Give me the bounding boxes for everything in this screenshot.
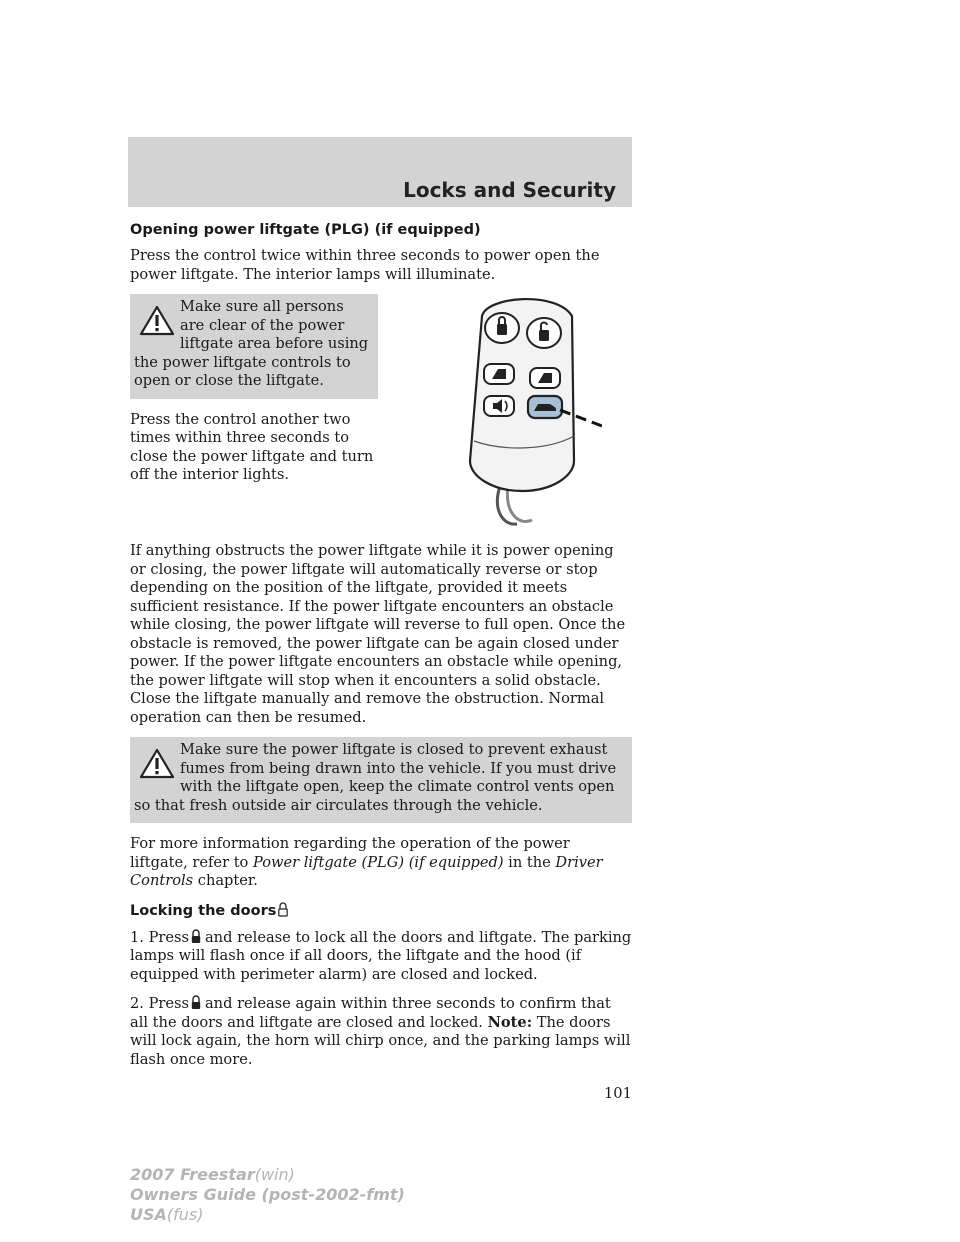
remote-key-fob-illustration [442, 286, 602, 526]
footer-code: (win) [254, 1165, 295, 1184]
footer-model: 2007 Freestar [130, 1165, 255, 1184]
text: chapter. [193, 872, 258, 889]
note-label: Note: [487, 1013, 533, 1031]
note-text: The doors will lock again, the horn will chirp once, and the parking lamps will flash once more. [130, 1013, 631, 1068]
warning-box [130, 294, 378, 399]
warning-text: Make sure all persons are clear of the power liftgate area before using the power liftgate controls to open or close the liftgate. [134, 298, 369, 389]
footer-guide: Owners Guide (post-2002-fmt) [130, 1185, 405, 1204]
footer [130, 1165, 405, 1225]
warning-box [130, 737, 632, 823]
warning-and-fob-block [130, 294, 632, 542]
step-2 [130, 994, 632, 1069]
warning-triangle-icon [138, 304, 176, 338]
text: 1. Press [130, 928, 189, 946]
footer-region: USA [130, 1205, 167, 1224]
step-1 [130, 928, 632, 985]
padlock-icon [191, 928, 201, 944]
paragraph: Press the control another two times within three seconds to close the power liftgate and turn off the interior lights. [130, 410, 374, 483]
text: and release to lock all the doors and liftgate. The parking lamps will flash once if all doors, the liftgate and the hood (if equipped with perimeter alarm) are closed and locked. [130, 928, 632, 983]
paragraph-reference [130, 835, 632, 891]
padlock-icon [278, 901, 288, 917]
footer-code: (fus) [166, 1205, 204, 1224]
text: For more information regarding the operation of the power liftgate, refer to [130, 835, 570, 871]
warning-triangle-icon [138, 747, 176, 781]
chapter-title: Locks and Security [403, 178, 616, 202]
paragraph: Press the control twice within three seconds to power open the power liftgate. The interior lamps will illuminate. [130, 247, 600, 283]
chapter-reference: Driver Controls [130, 853, 603, 889]
warning-text: Make sure the power liftgate is closed to prevent exhaust fumes from being drawn into the vehicle. If you must drive with the liftgate open, keep the climate control vents open so that fresh outside air circulates through the vehicle. [134, 741, 617, 814]
padlock-icon [191, 994, 201, 1010]
section-heading-locking [130, 901, 632, 919]
header-band [128, 137, 632, 207]
text: and release again within three seconds to confirm that all the doors and liftgate are closed and locked. [130, 995, 611, 1031]
section-heading-plg: Opening power liftgate (PLG) (if equipped) [130, 222, 481, 238]
heading-text: Locking the doors [130, 902, 277, 919]
cross-reference: Power liftgate (PLG) (if equipped) [252, 853, 504, 871]
paragraph: If anything obstructs the power liftgate while it is power opening or closing, the power liftgate will automatically reverse or stop depending on the position of the liftgate, provided it meets sufficient resistance. If the power liftgate encounters an obstacle while closing, the power liftgate will reverse to full open. Once the obstacle is removed, the power liftgate can be again closed under power. If the power liftgate encounters an obstacle while opening, the power liftgate will stop when it encounters a solid obstacle. Close the liftgate manually and remove the obstruction. Normal operation can then be resumed. [130, 542, 626, 726]
page-content [130, 222, 632, 1079]
page-number: 101 [604, 1085, 632, 1102]
text: 2. Press [130, 995, 189, 1012]
text: in the [503, 853, 556, 871]
